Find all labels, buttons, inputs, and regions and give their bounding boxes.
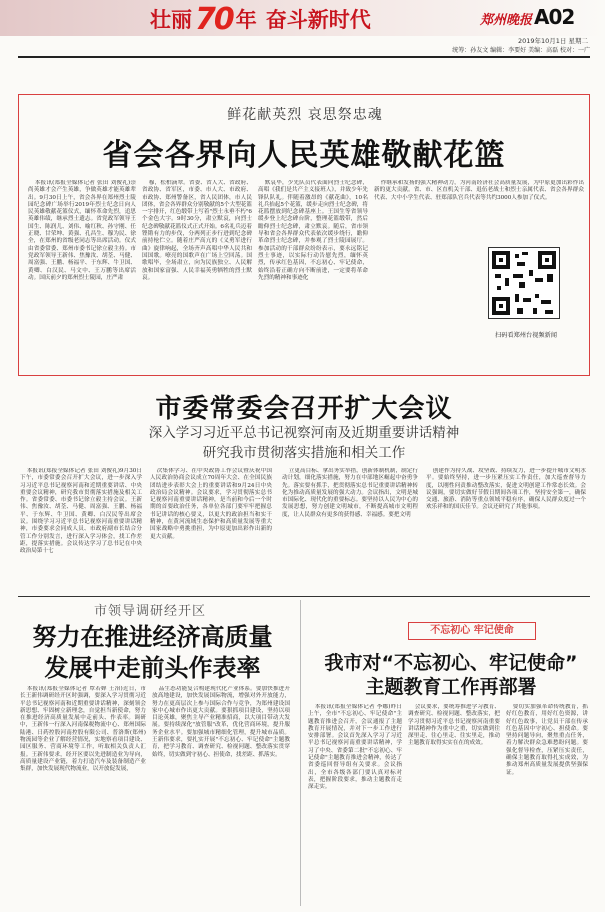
- story1-kicker: 鲜花献英烈 哀思祭忠魂: [227, 107, 383, 123]
- story1-column-4b: [374, 244, 482, 370]
- publication-date: 2019年10月1日 星期二: [517, 37, 588, 45]
- story3-column-2: 品生态功能复合构建现代化产业体系。要加快推进开放高地建设，加快发展国际物流，增强对外开放能力，努力在更高层次上参与国际合作与竞争，为郑州建设国家中心城市作出更大贡献。要狠抓项目建设，坚持以项目论英雄，聚焦主导产业精准招商，以大项目带动大发展。要持续深化"放管服"改革，优化营商环境，提升服务企业水平。要加强城市精细化管理，提升城市品质。王新伟要求，要扎实开展"不忘初心、牢记使命"主题教育，把学习教育、调查研究、检视问题、整改落实贯穿始终，切实做到守初心、担使命，找差距、抓落实。: [152, 686, 290, 758]
- story2-subhead-2: 研究我市贯彻落实措施和相关工作: [202, 445, 406, 461]
- story1-column-1: 本报讯(郑报全媒体记者 张田 刘俊礼)崇尚英雄才会产生英雄，争做英雄才能英雄辈出。9月30日上午，省会各界在郑州烈士陵园纪念碑广场举行2019年烈士纪念日向人民英雄敬献花篮仪式，缅怀革命先烈，追思英雄伟绩，继承烈士遗志。省党政军领导王国生、陈润儿、刘伟、喻红秋、孙守刚、任正晓、甘荣坤、黄强、孔昌生、穆为民、徐全，在郑州的省级老同志等出席活动。仪式由省委常委、郑州市委书记徐立毅主持。市党政军领导王新伟、焦豫汝、胡荃、马健、周富强、王鹏、杨福平、于东辉、牛卫国、黄卿、白汉民、马文中、王万鹏等出席活动。国庆前夕的郑州烈士陵园，庄严肃: [28, 180, 136, 281]
- editor-credits: 统筹：孙友文 编辑：李要好 美编：高磊 校对：一广: [452, 47, 590, 54]
- column-divider: [300, 600, 301, 906]
- story3-kicker: 市领导调研经开区: [93, 604, 206, 619]
- story2-column-4: 创建作为持久战、攻坚战、持续发力，进一步提升城市文明水平。要始终坚持，进一步压紧压实工作责任，加大巡查督导力度，以刚性问责推动整改落实，促进文明创建工作常态长效。会议强调，要切实做好节假日期间各项工作，坚持安全第一，确保交通、旅游、消防等重点领域平稳有序，确保人民群众度过一个欢乐祥和的国庆佳节。会议还研究了其他事项。: [426, 468, 586, 511]
- story4-column-3: 要切实加强革命传统教育，抓好红色教育，用好红色资源，讲好红色故事，让党员干部在传承红色基因中守初心、担使命。要坚持问题导向，聚焦重点任务，着力解决群众急难愁盼问题。要强化督导检查，压紧压实责任，确保主题教育取得扎实成效，为推动郑州高质量发展提供坚强保证。: [506, 704, 588, 776]
- series-title: [150, 1, 371, 37]
- theme-tag: 不忘初心 牢记使命: [408, 622, 536, 640]
- story3-column-1: 本报讯(郑报全媒体记者 覃若婵 王治)近日，市长王新伟调研经开区时强调，要深入学习贯彻习近平总书记视察河南和近期重要讲话精神，深刻领会新思想、牢固树立新理念，自觉担当新使命，努力在推进经济高质量发展中走前头、作表率。调研中，王新伟一行深入河南保税物流中心、郑州国际陆港、日药控股河南控股有限公司、普洛斯(郑州)物流园等企业了解经营情况，实地察看项目建设、园区服务、营商环境等工作，听取相关负责人汇报。王新伟要求，经开区要以先进制造业为导向，高质量建设产业链，着力打造汽车及装备制造产业集群，加快发展现代物流业，以开放促发展，: [20, 686, 146, 773]
- story1-headline: 省会各界向人民英雄敬献花篮: [102, 138, 506, 173]
- series-title-b: 年: [235, 8, 257, 32]
- section-rule: [18, 596, 590, 597]
- story3-headline-line-2: 发展中走前头作表率: [44, 654, 261, 682]
- masthead-rule: [18, 56, 590, 58]
- story1-column-3: 默哀毕，少先队员代表面向烈士纪念碑，高唱《我们是共产主义接班人》，并致少年先锋队队礼。伴随着激昂的《献花曲》，10名礼兵抬起5个花篮，缓步走向烈士纪念碑，将花篮摆放到纪念碑基座上。王国生等省领导缓步登上纪念碑台阶，整理花篮缎带，然后瞻仰烈士纪念碑，肃立默哀。随后，省市领导和省会各界群众代表依次缓步绕行，瞻仰革命烈士纪念碑，并参观了烈士陵园展厅。参加活动的干部群众纷纷表示，要永远铭记烈士事迹，以实际行动告慰先烈，缅怀英烈，传承红色基因，不忘初心、牢记使命，始终沿着正确方向不断前进，一定要将革命先烈的精神和事迹化: [258, 180, 368, 281]
- story2-column-2: 次集体学习、在中央政协工作会议暨庆祝中国人民政治协商会议成立70周年大会、在全国民族团结进步表彰大会上的重要讲话和9月24日中央政治局会议精神。会议要求，学习贯彻落实总书记视察河南重要讲话精神，是当前和今后一个时期的首要政治任务，各单位各部门要牢牢把握总书记讲话的核心要义，以更大的政治担当和实干精神，在黄河流域生态保护和高质量发展等重大国家战略中勇挑重担，为中原更加出彩作出新的更大贡献。: [150, 468, 272, 540]
- story4-column-1: 本报讯(郑报全媒体记者 李娜)昨日上午，全市"不忘初心、牢记使命"主题教育推进会召开，会议通报了主题教育开展情况，并对下一步工作进行安排部署。会议首先深入学习了习近平总书记视察河南重要讲话精神，学习了中央、省委第二批"不忘初心、牢记使命"主题教育推进会精神，传达了省委巡回督导组有关要求。会议指出，全市各级各部门要认真对标对表，把握阶段要求，推动主题教育走深走实。: [308, 704, 402, 791]
- story2-subhead-1: 深入学习习近平总书记视察河南及近期重要讲话精神: [148, 425, 460, 441]
- story2-headline: 市委常委会召开扩大会议: [155, 394, 453, 424]
- story4-column-2: 会议要求，要统筹推进学习教育、调查研究、检视问题、整改落实，把学习贯彻习近平总书记视察河南重要讲话精神作为重中之重，切实做到往深里走、往心里走、往实里走，推动主题教育取得实实在在的成效。: [408, 704, 500, 747]
- story4-headline-line-1: 我市对“不忘初心、牢记使命”: [324, 652, 578, 674]
- page-number: A02: [534, 5, 575, 29]
- series-title-a: 壮丽: [150, 8, 192, 32]
- newspaper-logo: 郑州晚报: [480, 13, 533, 28]
- story2-column-1: 本报讯(郑报全媒体记者 张田 刘俊礼)9月30日下午，市委常委会召开扩大会议，进一步深入学习习近平总书记视察河南和近期重要讲话、中央重要会议精神，研究我市贯彻落实措施及相关工作。省委常委、市委书记徐立毅主持会议。王新伟、焦豫汝、胡荃、马健、周富强、王鹏、杨福平、于东辉、牛卫国、黄卿、白汉民等出席会议。围绕学习习近平总书记视察河南重要讲话精神，市委要求会同成人员、市政府副市长结合分管工作分别发言，进行深入学习体会，找工作差距，提落实措施。会议传达学习了总书记在中央政治局第十七: [20, 468, 142, 555]
- series-title-c: 奋斗新时代: [265, 8, 371, 32]
- story3-headline-line-1: 努力在推进经济高质量: [32, 623, 273, 651]
- qr-code[interactable]: [488, 247, 560, 319]
- anniversary-number: 70: [195, 1, 233, 37]
- story2-column-3: 立更高目标、拿出务实举措，创新体制机制，制定行动计划，细化落实措施，努力在中部地区崛起中奋勇争先。落实要有抓手，把贯彻落实总书记重要讲话精神转化为推动高质量发展的强大动力。会议指出，文明是城市国际化、现代化的重要标志。要坚持以人民为中心的发展思想，努力创建文明城市，不断提高城市文明程度，让人民群众有更多的获得感、幸福感。要把文明: [282, 468, 418, 518]
- story1-column-2: 穆，松柏滴翠。省委、省人大、省政府、省政协、省军区，市委、市人大、市政府、市政协、郑州警备区，省人民团体，市人民团体，省会各界群众分别敬献的5个大型花篮一字排开，红色缎带上写着"烈士永垂不朽"6个金色大字。9时30分，肃立默哀，向烈士纪念碑敬献花篮仪式正式开始。6名礼兵迈着铿锵有力的步伐，分两列正步行进到纪念碑前持枪伫立。随着庄严高亢的《义勇军进行曲》旋律响起，全场齐声高唱中华人民共和国国歌。嘹亮的国歌声在广场上空回荡。国歌唱毕，全场肃立，向为民族独立、人民解放和国家富强、人民幸福英勇牺牲的烈士默哀。: [142, 180, 252, 281]
- story4-headline-line-2: 主题教育工作再部署: [365, 676, 537, 698]
- qr-caption: 扫码看郑州台视频新闻: [495, 332, 557, 339]
- story1-column-4: 作继承和发扬的强大精神动力，为河南经济社会高质量发展，为中原更加出彩作出新的更大贡献。省、市、区直机关干部、退伍老战士和烈士亲属代表、省会各界群众代表、大中小学生代表、驻郑部队官兵代表等共约3000人参加了仪式。: [374, 180, 584, 201]
